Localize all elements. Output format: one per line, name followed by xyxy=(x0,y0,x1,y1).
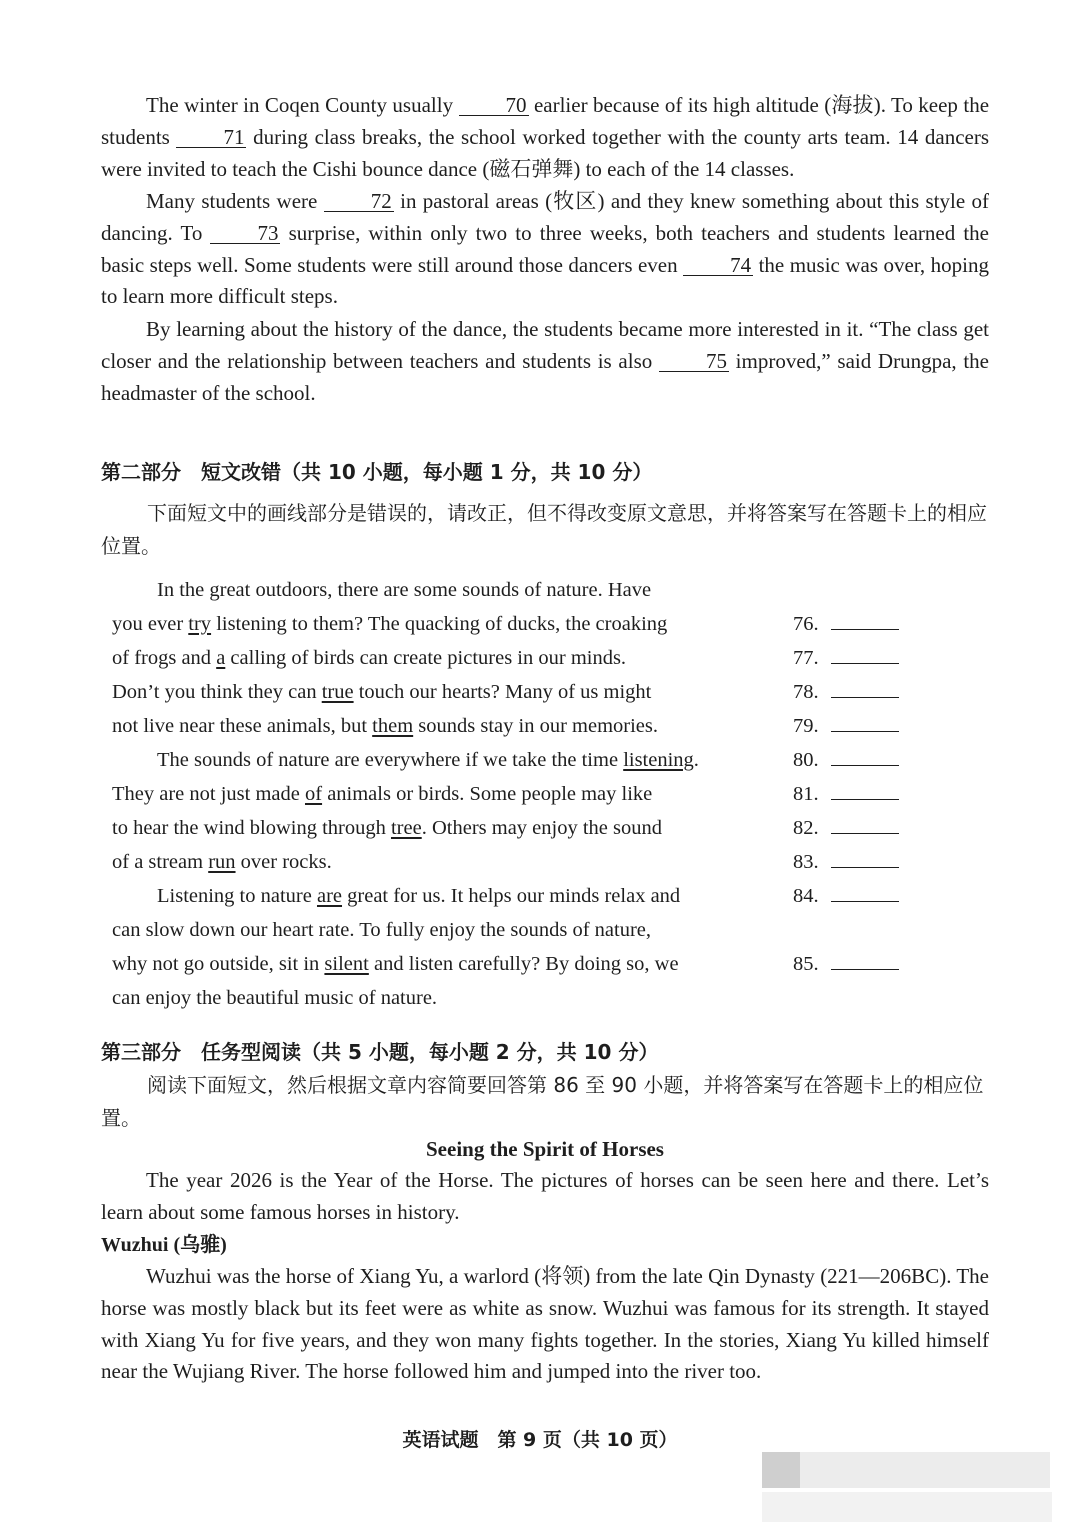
error-word-84: are xyxy=(316,885,343,907)
error-word-83: run xyxy=(208,851,236,873)
error-word-81: of xyxy=(304,783,323,805)
correction-line: Don’t you think they can true touch our hearts? Many of us might xyxy=(112,681,652,703)
correction-line: of frogs and a calling of birds can create pictures in our minds. xyxy=(112,647,627,669)
answer-line-81: 81. xyxy=(793,777,899,811)
cloze-paragraph-3: By learning about the history of the dance, the students became more interested in it. “The class get closer and the relationship between teachers and students is also 75 improved,” said Drungpa, the headmaster of the school. xyxy=(101,317,990,405)
blank-71: 71 xyxy=(176,127,246,148)
cloze-paragraph-1: The winter in Coqen County usually 70 earlier because of its high altitude (海拔). To keep the students 71 during class breaks, the school worked together with the county arts team. 14 dancers were invited to teach the Cishi bounce dance (磁石弹舞) to each of the 14 classes. xyxy=(101,93,990,181)
correction-line: to hear the wind blowing through tree. Others may enjoy the sound xyxy=(112,817,662,839)
blank-72: 72 xyxy=(324,191,394,212)
error-word-77: a xyxy=(216,647,226,669)
error-word-82: tree xyxy=(390,817,422,839)
answer-line-80: 80. xyxy=(793,743,899,777)
correction-line: you ever try listening to them? The quacking of ducks, the croaking xyxy=(112,613,668,635)
blank-75: 75 xyxy=(659,351,729,372)
correction-line: In the great outdoors, there are some sounds of nature. Have xyxy=(157,579,652,601)
part3-instruction: 阅读下面短文，然后根据文章内容简要回答第 86 至 90 小题，并将答案写在答题卡上的相应位置。 xyxy=(101,1073,984,1130)
error-word-76: try xyxy=(188,613,212,635)
cloze-paragraph-2: Many students were 72 in pastoral areas (牧区) and they knew something about this style of dancing. To 73 surprise, within only two to three weeks, both teachers and students learned the basic steps well. Some students were still around those dancers even 74 the music was over, hoping to learn more difficult steps. xyxy=(101,189,989,309)
part2-heading: 第二部分 短文改错（共 10 小题，每小题 1 分，共 10 分） xyxy=(101,460,653,484)
passage-intro: The year 2026 is the Year of the Horse. The pictures of horses can be seen here and there. Let’s learn about some famous horses in history. xyxy=(101,1168,989,1224)
error-word-85: silent xyxy=(324,953,369,975)
answer-line-78: 78. xyxy=(793,675,899,709)
part3-heading: 第三部分 任务型阅读（共 5 小题，每小题 2 分，共 10 分） xyxy=(101,1040,659,1064)
answer-line-84: 84. xyxy=(793,879,899,913)
correction-line: of a stream run over rocks. xyxy=(112,851,332,873)
correction-line: They are not just made of animals or birds. Some people may like xyxy=(112,783,653,805)
blank-70: 70 xyxy=(459,95,529,116)
blurred-mark xyxy=(800,1452,1050,1488)
answer-line-76: 76. xyxy=(793,607,899,641)
section-subhead: Wuzhui (乌骓) xyxy=(101,1234,227,1256)
correction-line: can slow down our heart rate. To fully enjoy the sounds of nature, xyxy=(112,919,652,941)
answer-line-77: 77. xyxy=(793,641,899,675)
correction-line: The sounds of nature are everywhere if we take the time listening. xyxy=(157,749,699,771)
blank-73: 73 xyxy=(210,223,280,244)
answer-line-85: 85. xyxy=(793,947,899,981)
answer-line-82: 82. xyxy=(793,811,899,845)
page-footer: 英语试题 第 9 页（共 10 页） xyxy=(402,1429,678,1451)
answer-line-79: 79. xyxy=(793,709,899,743)
blurred-mark xyxy=(762,1492,1052,1522)
error-word-80: listening xyxy=(623,749,694,771)
answer-line-83: 83. xyxy=(793,845,899,879)
passage-body: Wuzhui was the horse of Xiang Yu, a warlord (将领) from the late Qin Dynasty (221—206BC). The horse was mostly black but its feet were as white as snow. Wuzhui was famous for its strength. It stayed with Xiang Yu for five years, and they won many fights together. In the stories, Xiang Yu killed himself near the Wujiang River. The horse followed him and jumped into the river too. xyxy=(101,1264,989,1384)
error-word-78: true xyxy=(321,681,354,703)
part2-instruction: 下面短文中的画线部分是错误的，请改正，但不得改变原文意思，并将答案写在答题卡上的相应位置。 xyxy=(101,501,987,558)
correction-line: not live near these animals, but them sounds stay in our memories. xyxy=(112,715,659,737)
correction-line: why not go outside, sit in silent and listen carefully? By doing so, we xyxy=(112,953,679,975)
blank-74: 74 xyxy=(683,255,753,276)
correction-line: Listening to nature are great for us. It helps our minds relax and xyxy=(157,885,681,907)
error-word-79: them xyxy=(372,715,414,737)
passage-title: Seeing the Spirit of Horses xyxy=(426,1137,664,1161)
correction-line: can enjoy the beautiful music of nature. xyxy=(112,987,438,1009)
blurred-mark xyxy=(762,1452,800,1488)
